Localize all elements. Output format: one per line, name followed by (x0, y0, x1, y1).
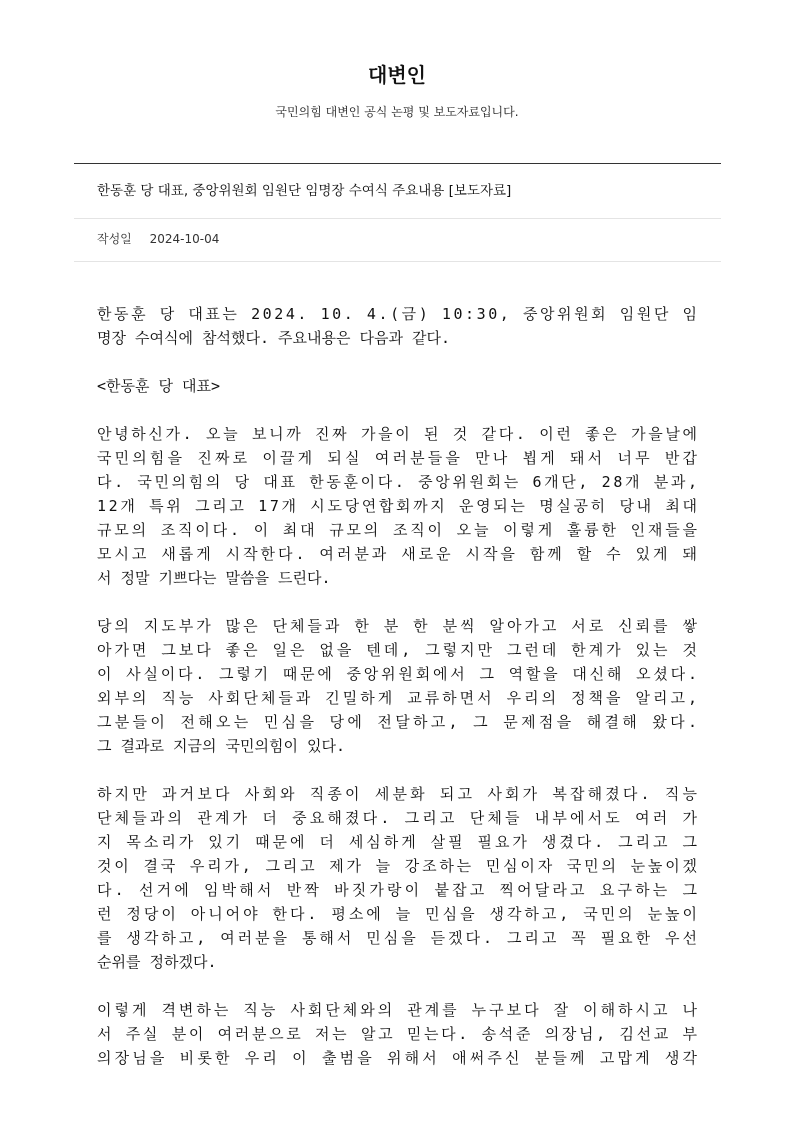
body-line: 이 사실이다. 그렇기 때문에 중앙위원회에서 그 역할을 대신해 오셨다. (97, 665, 700, 683)
body-line: 서 주실 분이 여러분으로 저는 알고 믿는다. 송석준 의장님, 김선교 부 (97, 1025, 700, 1043)
body-line: 다. 국민의힘의 당 대표 한동훈이다. 중앙위원회는 6개단, 28개 분과, (97, 473, 700, 491)
body-paragraph (97, 302, 700, 350)
body-line: 12개 특위 그리고 17개 시도당연합회까지 운영되는 명실공히 당내 최대 (97, 497, 700, 515)
body-line: 다. 선거에 임박해서 반짝 바짓가랑이 붙잡고 찍어달라고 요구하는 그 (97, 881, 701, 899)
body-line: 안녕하신가. 오늘 보니까 진짜 가을이 된 것 같다. 이런 좋은 가을날에 (97, 425, 700, 443)
post-meta (97, 231, 219, 247)
body-line: 모시고 새롭게 시작한다. 여러분과 새로운 시작을 함께 할 수 있게 돼 (97, 545, 700, 563)
body-line: 를 생각하고, 여러분을 통해서 민심을 듣겠다. 그리고 꼭 필요한 우선 (97, 929, 700, 947)
body-line: 국민의힘을 진짜로 이끌게 되실 여러분들을 만나 뵙게 돼서 너무 반갑 (97, 449, 701, 467)
post-title: 한동훈 당 대표, 중앙위원회 임원단 임명장 수여식 주요내용 [보도자료] (97, 183, 512, 199)
body-paragraph (97, 782, 701, 974)
body-line: 서 정말 기쁘다는 말씀을 드린다. (97, 569, 331, 587)
post-date: 2024-10-04 (149, 232, 220, 246)
body-line: 당의 지도부가 많은 단체들과 한 분 한 분씩 알아가고 서로 신뢰를 쌓 (97, 617, 700, 635)
article-body (97, 302, 701, 1094)
body-line: 그분들이 전해오는 민심을 당에 전달하고, 그 문제점을 해결해 왔다. (97, 713, 701, 731)
site-subtitle: 국민의힘 대변인 공식 논평 및 보도자료입니다. (275, 105, 519, 119)
body-paragraph (97, 422, 701, 590)
title-divider (74, 218, 721, 219)
body-paragraph (97, 374, 697, 398)
body-line: 런 정당이 아니어야 한다. 평소에 늘 민심을 생각하고, 국민의 눈높이 (97, 905, 700, 923)
body-line: 것이 결국 우리가, 그리고 제가 늘 강조하는 민심이자 국민의 눈높이겠 (97, 857, 700, 875)
body-paragraph (97, 614, 701, 758)
body-line: 명장 수여식에 참석했다. 주요내용은 다음과 같다. (97, 329, 451, 347)
body-line: 이렇게 격변하는 직능 사회단체와의 관계를 누구보다 잘 이해하시고 나 (97, 1001, 700, 1019)
body-line: 외부의 직능 사회단체들과 긴밀하게 교류하면서 우리의 정책을 알리고, (97, 689, 700, 707)
body-line: 한동훈 당 대표는 2024. 10. 4.(금) 10:30, 중앙위원회 임원단 임 (97, 305, 700, 323)
body-line: 하지만 과거보다 사회와 직종이 세분화 되고 사회가 복잡해졌다. 직능 (97, 785, 701, 803)
body-line: 아가면 그보다 좋은 일은 없을 텐데, 그렇지만 그런데 한계가 있는 것 (97, 641, 700, 659)
body-paragraph (97, 998, 701, 1070)
date-label: 작성일 (97, 232, 132, 246)
body-line: 의장님을 비롯한 우리 이 출범을 위해서 애써주신 분들께 고맙게 생각 (97, 1049, 701, 1067)
body-line: 순위를 정하겠다. (97, 953, 217, 971)
body-line: 그 결과로 지금의 국민의힘이 있다. (97, 737, 346, 755)
body-line: 규모의 조직이다. 이 최대 규모의 조직이 오늘 이렇게 훌륭한 인재들을 (97, 521, 700, 539)
body-line: <한동훈 당 대표> (97, 377, 221, 395)
header-divider (74, 163, 721, 164)
body-line: 지 목소리가 있기 때문에 더 세심하게 살필 필요가 생겼다. 그리고 그 (97, 833, 700, 851)
site-title: 대변인 (368, 63, 426, 87)
meta-divider (74, 261, 721, 262)
body-line: 단체들과의 관계가 더 중요해졌다. 그리고 단체들 내부에서도 여러 가 (97, 809, 701, 827)
